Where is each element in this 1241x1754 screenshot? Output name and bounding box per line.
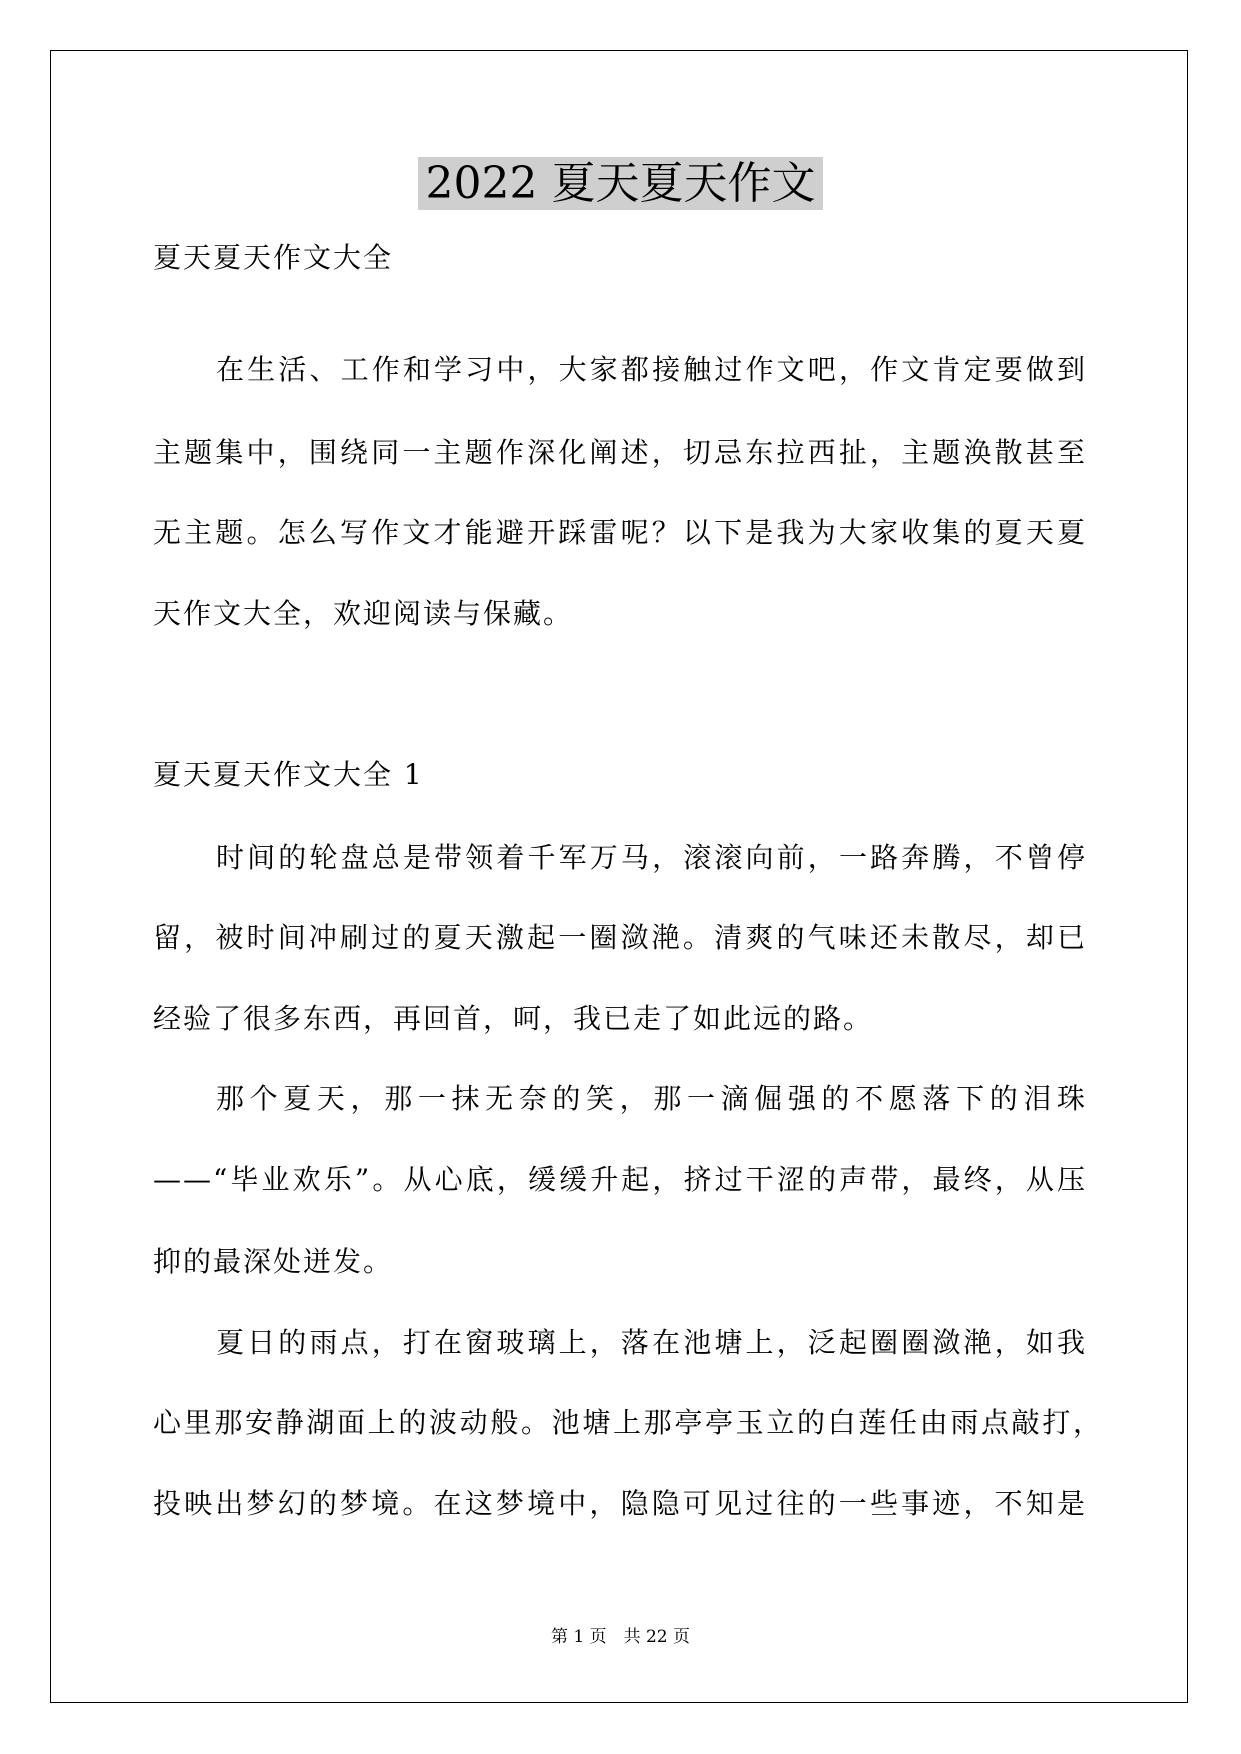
essay-paragraph-line: 投映出梦幻的梦境。在这梦境中，隐隐可见过往的一些事迹，不知是 [153, 1487, 1087, 1520]
intro-paragraph-line: 无主题。怎么写作文才能避开踩雷呢？以下是我为大家收集的夏天夏 [153, 516, 1087, 549]
essay-paragraph-line: 那个夏天，那一抹无奈的笑，那一滴倔强的不愿落下的泪珠 [216, 1082, 1087, 1115]
essay-paragraph-line: 留，被时间冲刷过的夏天激起一圈潋滟。清爽的气味还未散尽，却已 [153, 921, 1087, 954]
page-number-footer: 第 1 页 共 22 页 [550, 1627, 691, 1647]
document-title: 2022 夏天夏天作文 [418, 157, 824, 210]
intro-paragraph-line: 天作文大全，欢迎阅读与保藏。 [153, 597, 574, 630]
intro-heading: 夏天夏天作文大全 [153, 241, 394, 274]
essay-paragraph-line: 心里那安静湖面上的波动般。池塘上那亭亭玉立的白莲任由雨点敲打， [153, 1406, 1103, 1439]
essay-heading: 夏天夏天作文大全 1 [153, 758, 424, 791]
essay-paragraph-line: 经验了很多东西，再回首，呵，我已走了如此远的路。 [153, 1002, 874, 1035]
essay-paragraph-line: 夏日的雨点，打在窗玻璃上，落在池塘上，泛起圈圈潋滟，如我 [216, 1326, 1087, 1359]
intro-paragraph-line: 在生活、工作和学习中，大家都接触过作文吧，作文肯定要做到 [216, 353, 1087, 386]
essay-paragraph-line: ——“毕业欢乐”。从心底，缓缓升起，挤过干涩的声带，最终，从压 [153, 1163, 1087, 1196]
title-container [0, 157, 1241, 210]
essay-paragraph-line: 时间的轮盘总是带领着千军万马，滚滚向前，一路奔腾，不曾停 [216, 841, 1087, 874]
essay-paragraph-line: 抑的最深处迸发。 [153, 1245, 394, 1278]
intro-paragraph-line: 主题集中，围绕同一主题作深化阐述，切忌东拉西扯，主题涣散甚至 [153, 436, 1087, 469]
